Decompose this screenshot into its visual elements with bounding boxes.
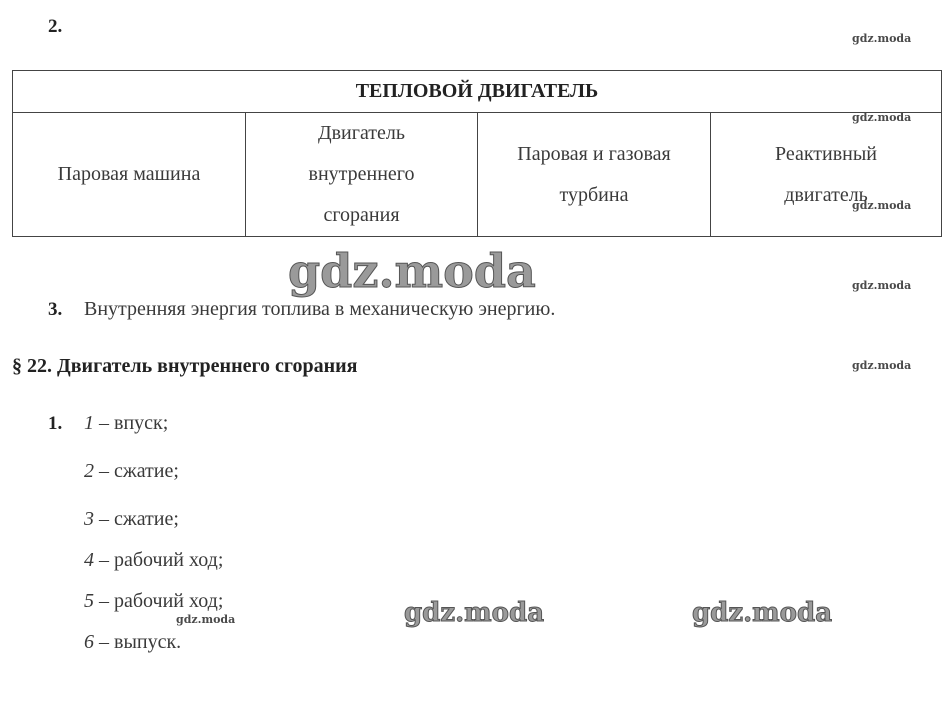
list-item-number: 1 bbox=[84, 412, 94, 434]
table-cell-turbine: Паровая и газовая турбина bbox=[477, 113, 710, 236]
list-item-text: – рабочий ход; bbox=[94, 549, 224, 571]
watermark: gdz.moda bbox=[176, 613, 236, 626]
section-heading: § 22. Двигатель внутреннего сгорания bbox=[12, 355, 358, 377]
table-header: ТЕПЛОВОЙ ДВИГАТЕЛЬ bbox=[13, 71, 941, 113]
list-item bbox=[84, 508, 179, 531]
task-2-number: 2. bbox=[48, 16, 63, 37]
list-item bbox=[84, 460, 179, 483]
list-item-number: 5 bbox=[84, 590, 94, 612]
table-cell-ice: Двигатель внутреннего сгорания bbox=[245, 113, 477, 236]
task-3-number: 3. bbox=[48, 299, 63, 320]
list-item-text: – рабочий ход; bbox=[94, 590, 224, 612]
list-item-number: 3 bbox=[84, 508, 94, 530]
list-item bbox=[84, 590, 223, 613]
watermark: gdz.moda bbox=[852, 279, 912, 292]
watermark-medium: gdz.moda bbox=[692, 598, 833, 628]
watermark: gdz.moda bbox=[852, 32, 912, 45]
watermark: gdz.moda bbox=[852, 359, 912, 372]
table-row bbox=[13, 113, 941, 236]
task-3-answer: Внутренняя энергия топлива в механическую энергию. bbox=[84, 298, 556, 320]
list-item-number: 2 bbox=[84, 460, 94, 482]
list-item-text: – выпуск. bbox=[94, 631, 182, 653]
list-item-text: – сжатие; bbox=[94, 508, 179, 530]
table-cell-jet-engine: Реактивный двигатель bbox=[710, 113, 941, 236]
list-item-number: 4 bbox=[84, 549, 94, 571]
watermark-large: gdz.moda bbox=[288, 244, 536, 298]
task-1-number: 1. bbox=[48, 413, 63, 434]
list-item-text: – сжатие; bbox=[94, 460, 179, 482]
list-item bbox=[84, 412, 168, 435]
watermark: gdz.moda bbox=[852, 199, 912, 212]
list-item-number: 6 bbox=[84, 631, 94, 653]
list-item bbox=[84, 549, 223, 572]
table-cell-steam-engine: Паровая машина bbox=[57, 163, 201, 185]
watermark-medium: gdz.moda bbox=[404, 598, 545, 628]
heat-engine-table bbox=[12, 70, 942, 237]
watermark: gdz.moda bbox=[852, 111, 912, 124]
list-item bbox=[84, 631, 181, 654]
list-item-text: – впуск; bbox=[94, 412, 169, 434]
